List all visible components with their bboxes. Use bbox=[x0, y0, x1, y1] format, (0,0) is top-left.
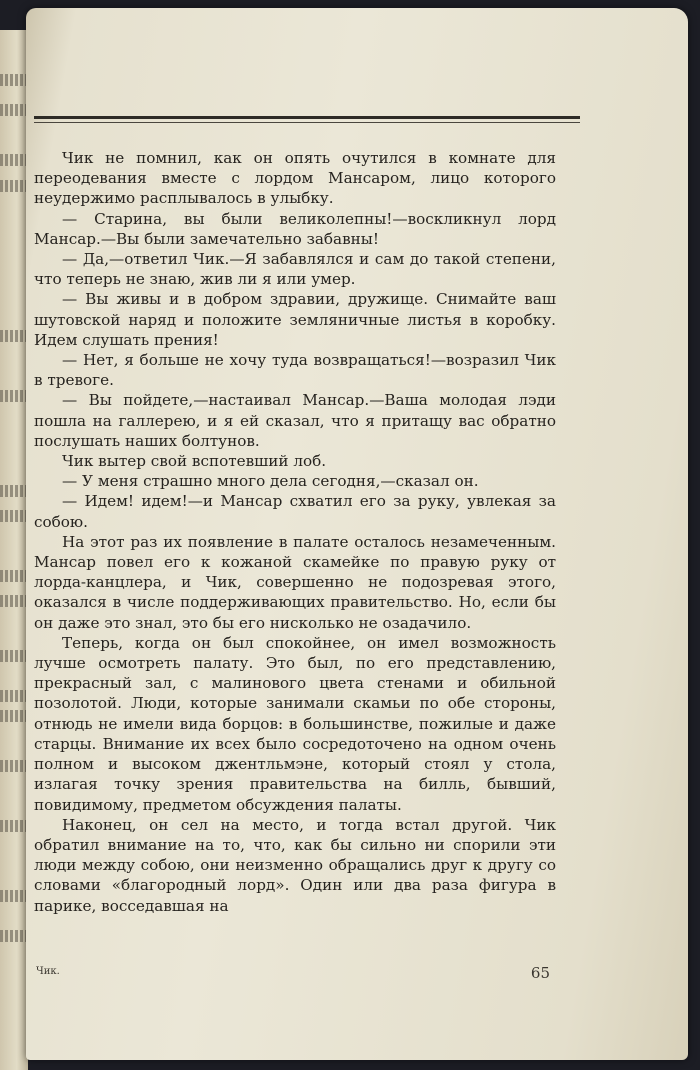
paragraph: Теперь, когда он был спокойнее, он имел возможность лучше осмотреть палату. Это был, по его представлению, прекрасный зал, с малинового цвета стенами и обильной позолотой. Люди, которые занимали скамьи по обе стороны, отнюдь не имели вида борцов: в большинстве, пожилые и даже старцы. Внимание их всех было сосредоточено на одном очень полном и высоком джентльмэне, который стоял у стола, излагая точку зрения правительства на билль, бывший, повидимому, предметом обсуждения палаты. bbox=[34, 633, 556, 814]
paragraph: Чик не помнил, как он опять очутился в комнате для переодевания вместе с лордом Мансаром, лицо которого неудержимо расплывалось в улыбку. bbox=[34, 149, 556, 208]
page-footer bbox=[34, 964, 550, 984]
paragraph: — Вы пойдете,—настаивал Мансар.—Ваша молодая лэди пошла на галлерею, и я ей сказал, что я притащу вас обратно послушать наших болтунов. bbox=[34, 391, 556, 450]
paragraph: — Старина, вы были великолепны!—воскликнул лорд Мансар.—Вы были замечательно забавны! bbox=[34, 209, 556, 248]
paragraph: На этот раз их появление в палате осталось незамеченным. Мансар повел его к кожаной скамейке по правую руку от лорда-канцлера, и Чик, совершенно не подозревая этого, оказался в числе поддерживающих правительство. Но, если бы он даже это знал, это бы его нисколько не озадачило. bbox=[34, 532, 556, 632]
paragraph: — Да,—ответил Чик.—Я забавлялся и сам до такой степени, что теперь не знаю, жив ли я или умер. bbox=[34, 250, 556, 289]
header-rule-thin bbox=[34, 122, 580, 123]
book-page bbox=[26, 8, 688, 1060]
header-rule bbox=[34, 116, 580, 119]
paragraph: Наконец, он сел на место, и тогда встал другой. Чик обратил внимание на то, что, как бы сильно ни спорили эти люди между собою, они неизменно обращались друг к другу со словами «благородный лорд». Один или два раза фигура в парике, восседавшая на bbox=[34, 815, 556, 915]
body-text bbox=[34, 148, 556, 916]
paragraph: — Идем! идем!—и Мансар схватил его за руку, увлекая за собою. bbox=[34, 492, 556, 531]
paragraph: — Вы живы и в добром здравии, дружище. Снимайте ваш шутовской наряд и положите земляничные листья в коробку. Идем слушать прения! bbox=[34, 290, 556, 349]
printer-signature: Чик. bbox=[36, 966, 60, 977]
paragraph: Чик вытер свой вспотевший лоб. bbox=[62, 452, 327, 471]
previous-page-edge bbox=[0, 30, 28, 1070]
paragraph: — У меня страшно много дела сегодня,—сказал он. bbox=[62, 472, 479, 491]
paragraph: — Нет, я больше не хочу туда возвращаться!—возразил Чик в тревоге. bbox=[34, 351, 556, 390]
page-number: 65 bbox=[530, 964, 550, 982]
